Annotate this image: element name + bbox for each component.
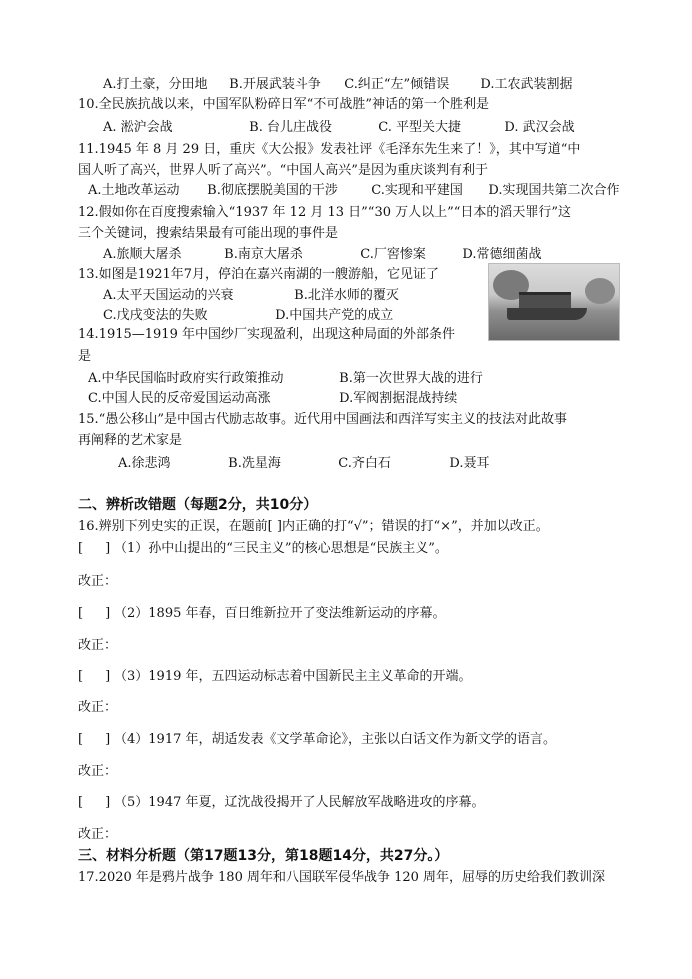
q15-option-d: D.聂耳 bbox=[449, 456, 490, 471]
section-2-title: 二、辨析改错题（每题2分，共10分） bbox=[78, 497, 318, 513]
q14-option-c: C.中国人民的反帝爱国运动高涨 bbox=[88, 391, 271, 406]
q10-option-b: B. 台儿庄战役 bbox=[249, 120, 332, 135]
q10-option-a: A. 淞沪会战 bbox=[103, 120, 173, 135]
q13-option-d: D.中国共产党的成立 bbox=[275, 308, 394, 323]
q11-stem-line1: 11.1945 年 8 月 29 日，重庆《大公报》发表社评《毛泽东先生来了！》，其中写道“中 bbox=[78, 142, 581, 157]
q12-options bbox=[103, 246, 542, 264]
q12-stem-line1: 12.假如你在百度搜索输入“1937 年 12 月 13 日”“30 万人以上”“日本的滔天罪行”这 bbox=[78, 205, 572, 220]
answer-bracket[interactable]: [ ] bbox=[78, 541, 111, 556]
q16-item-2 bbox=[78, 605, 446, 623]
q9-option-c: C.纠正“左”倾错误 bbox=[344, 77, 450, 92]
q10-options bbox=[103, 119, 575, 137]
q14-stem-line2: 是 bbox=[78, 349, 92, 364]
boat-photo-icon bbox=[488, 263, 620, 341]
q12-stem-line2: 三个关键词，搜索结果最有可能出现的事件是 bbox=[78, 226, 339, 241]
q13-options-row2 bbox=[103, 307, 393, 325]
q11-option-a: A.土地改革运动 bbox=[88, 183, 180, 198]
q14-option-a: A.中华民国临时政府实行政策推动 bbox=[88, 371, 284, 386]
q13-option-a: A.太平天国运动的兴衰 bbox=[103, 288, 234, 303]
q15-stem-line2: 再阐释的艺术家是 bbox=[78, 433, 183, 448]
photo-boat-hull bbox=[507, 308, 587, 320]
answer-bracket[interactable]: [ ] bbox=[78, 669, 111, 684]
q13-option-b: B.北洋水师的覆灭 bbox=[294, 288, 399, 303]
q13-stem: 13.如图是1921年7月，停泊在嘉兴南湖的一艘游船，它见证了 bbox=[78, 267, 440, 282]
q11-stem-line2: 国人听了高兴，世界人听了高兴”。“中国人高兴”是因为重庆谈判有利于 bbox=[78, 163, 488, 178]
q15-option-a: A.徐悲鸿 bbox=[118, 456, 171, 471]
correction-label-1: 改正： bbox=[78, 574, 118, 589]
q13-option-c: C.戊戌变法的失败 bbox=[103, 308, 208, 323]
answer-bracket[interactable]: [ ] bbox=[78, 732, 111, 747]
q16-item-1 bbox=[78, 540, 448, 558]
q16-item-1-text: （1）孙中山提出的“三民主义”的核心思想是“民族主义”。 bbox=[114, 541, 448, 556]
correction-label-5: 改正： bbox=[78, 827, 118, 842]
q11-option-b: B.彻底摆脱美国的干涉 bbox=[207, 183, 338, 198]
q16-stem: 16.辨别下列史实的正误，在题前[ ]内正确的打“√”；错误的打“×”，并加以改正。 bbox=[78, 519, 549, 534]
answer-bracket[interactable]: [ ] bbox=[78, 606, 111, 621]
q15-stem-line1: 15.“愚公移山”是中国古代励志故事。近代用中国画法和西洋写实主义的技法对此故事 bbox=[78, 412, 567, 427]
q15-options bbox=[118, 455, 490, 473]
q16-item-2-text: （2）1895 年春，百日维新拉开了变法维新运动的序幕。 bbox=[114, 606, 446, 621]
q13-options-row1 bbox=[103, 287, 399, 305]
q16-item-4 bbox=[78, 731, 556, 749]
answer-bracket[interactable]: [ ] bbox=[78, 795, 111, 810]
q14-option-d: D.军阀割据混战持续 bbox=[339, 391, 458, 406]
q14-options-row2 bbox=[88, 390, 457, 408]
q11-option-d: D.实现国共第二次合作 bbox=[488, 183, 620, 198]
q15-option-b: B.冼星海 bbox=[228, 456, 281, 471]
q14-option-b: B.第一次世界大战的进行 bbox=[339, 371, 483, 386]
q16-item-3-text: （3）1919 年，五四运动标志着中国新民主主义革命的开端。 bbox=[114, 669, 472, 684]
q11-options bbox=[88, 182, 620, 200]
q9-options bbox=[103, 76, 573, 94]
q10-stem: 10.全民族抗战以来，中国军队粉碎日军“不可战胜”神话的第一个胜利是 bbox=[78, 97, 489, 112]
q11-option-c: C.实现和平建国 bbox=[371, 183, 463, 198]
q14-options-row1 bbox=[88, 370, 483, 388]
q12-option-c: C.厂窖惨案 bbox=[360, 247, 426, 262]
section-3-title: 三、材料分析题（第17题13分，第18题14分，共27分。） bbox=[78, 848, 449, 864]
correction-label-4: 改正： bbox=[78, 764, 118, 779]
q17-stem-line1: 17.2020 年是鸦片战争 180 周年和八国联军侵华战争 120 周年，屈辱的历史给我们教训深 bbox=[78, 870, 606, 885]
q16-item-4-text: （4）1917 年，胡适发表《文学革命论》，主张以白话文作为新文学的语言。 bbox=[114, 732, 556, 747]
q16-item-5-text: （5）1947 年夏，辽沈战役揭开了人民解放军战略进攻的序幕。 bbox=[114, 795, 485, 810]
photo-tree bbox=[585, 278, 615, 304]
q15-option-c: C.齐白石 bbox=[338, 456, 391, 471]
q12-option-b: B.南京大屠杀 bbox=[224, 247, 303, 262]
q12-option-d: D.常德细菌战 bbox=[462, 247, 542, 262]
q16-item-5 bbox=[78, 794, 485, 812]
q10-option-c: C. 平型关大捷 bbox=[378, 120, 462, 135]
q9-option-a: A.打土豪，分田地 bbox=[103, 77, 208, 92]
correction-label-3: 改正： bbox=[78, 700, 118, 715]
q12-option-a: A.旅顺大屠杀 bbox=[103, 247, 182, 262]
q10-option-d: D. 武汉会战 bbox=[504, 120, 575, 135]
q9-option-b: B.开展武装斗争 bbox=[229, 77, 321, 92]
q9-option-d: D.工农武装割据 bbox=[480, 77, 573, 92]
q14-stem-line1: 14.1915—1919 年中国纱厂实现盈利，出现这种局面的外部条件 bbox=[78, 327, 455, 342]
correction-label-2: 改正： bbox=[78, 638, 118, 653]
q16-item-3 bbox=[78, 668, 472, 686]
